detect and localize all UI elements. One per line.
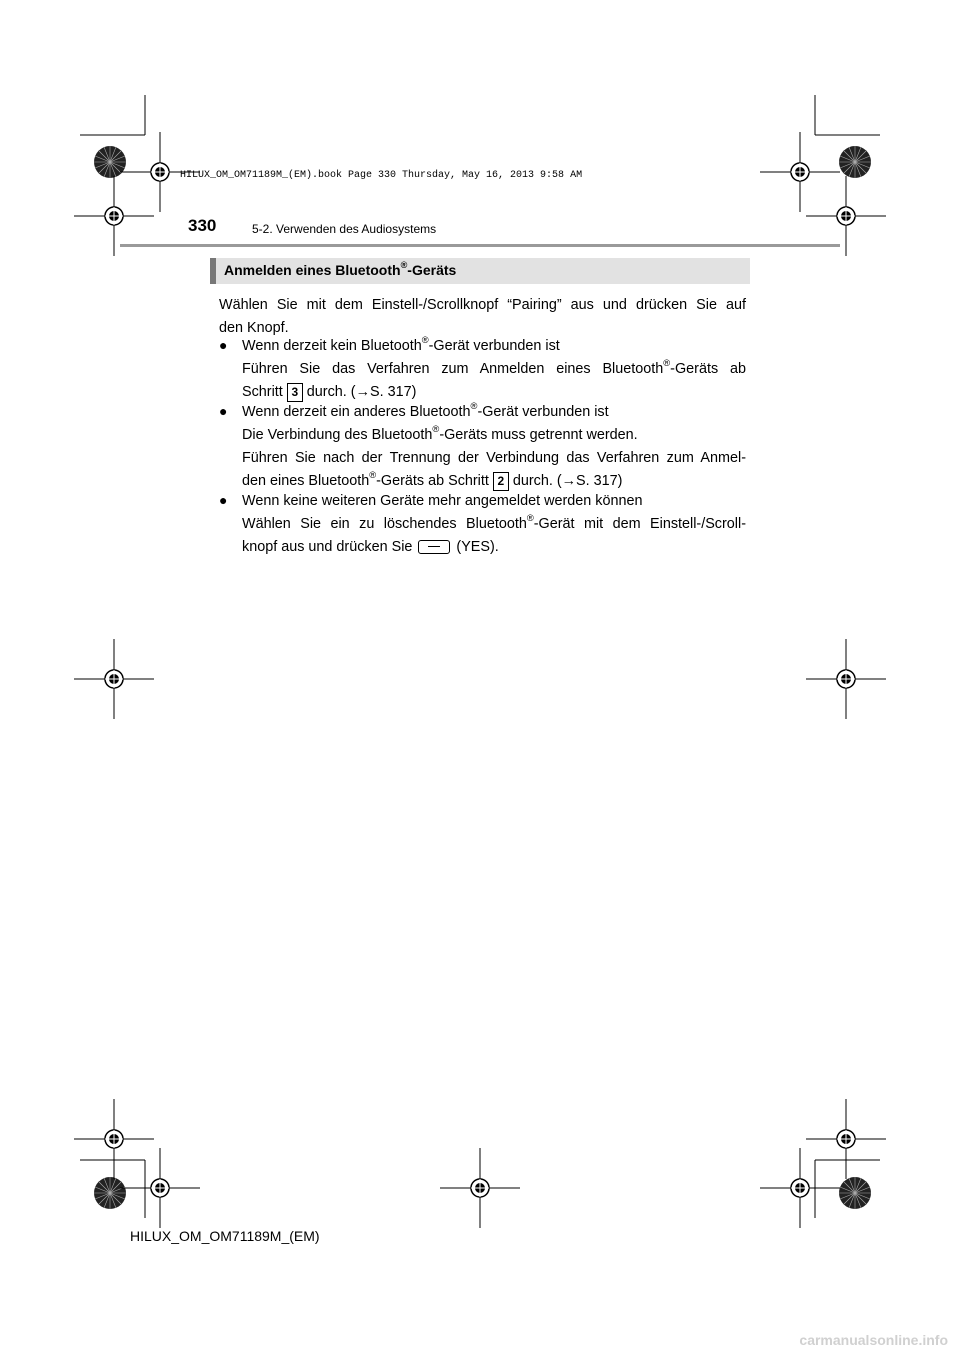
bullet-icon: ● (219, 337, 228, 353)
case3-line-2: knopf aus und drücken Sie (YES). (242, 539, 499, 555)
section-heading: Anmelden eines Bluetooth®-Geräts (224, 260, 457, 278)
step-badge: 3 (287, 383, 303, 402)
case1-line-2: Schritt 3 durch. (→S. 317) (242, 384, 417, 400)
case1-line-1: Führen Sie das Verfahren zum Anmelden eines Bluetooth®-Geräts ab (242, 358, 746, 377)
case2-line-3: den eines Bluetooth®-Geräts ab Schritt 2 durch. (→S. 317) (242, 470, 623, 489)
yes-key-icon (418, 540, 450, 554)
document-footer: HILUX_OM_OM71189M_(EM) (130, 1228, 320, 1244)
case2-title: Wenn derzeit ein anderes Bluetooth®-Gerät verbunden ist (242, 401, 609, 420)
bullet-icon: ● (219, 492, 228, 508)
case3-title: Wenn keine weiteren Geräte mehr angemeldet werden können (242, 493, 643, 509)
case1-title: Wenn derzeit kein Bluetooth®-Gerät verbunden ist (242, 335, 560, 354)
step-badge: 2 (493, 472, 509, 491)
case2-line-2: Führen Sie nach der Trennung der Verbindung das Verfahren zum Anmel- (242, 450, 746, 466)
page-number: 330 (188, 216, 217, 235)
heading-stripe (210, 258, 216, 284)
print-info-line: HILUX_OM_OM71189M_(EM).book Page 330 Thursday, May 16, 2013 9:58 AM (180, 170, 583, 181)
registered-mark: ® (400, 260, 408, 271)
section-title: 5-2. Verwenden des Audiosystems (252, 222, 437, 236)
case3-line-1: Wählen Sie ein zu löschendes Bluetooth®-Gerät mit dem Einstell-/Scroll- (242, 513, 746, 532)
intro-line-2: den Knopf. (219, 320, 289, 336)
bullet-icon: ● (219, 403, 228, 419)
watermark: carmanualsonline.info (799, 1332, 948, 1348)
intro-line-1: Wählen Sie mit dem Einstell-/Scrollknopf “Pairing” aus und drücken Sie auf (219, 297, 746, 313)
case2-line-1: Die Verbindung des Bluetooth®-Geräts muss getrennt werden. (242, 424, 638, 443)
header-rule (120, 244, 840, 247)
